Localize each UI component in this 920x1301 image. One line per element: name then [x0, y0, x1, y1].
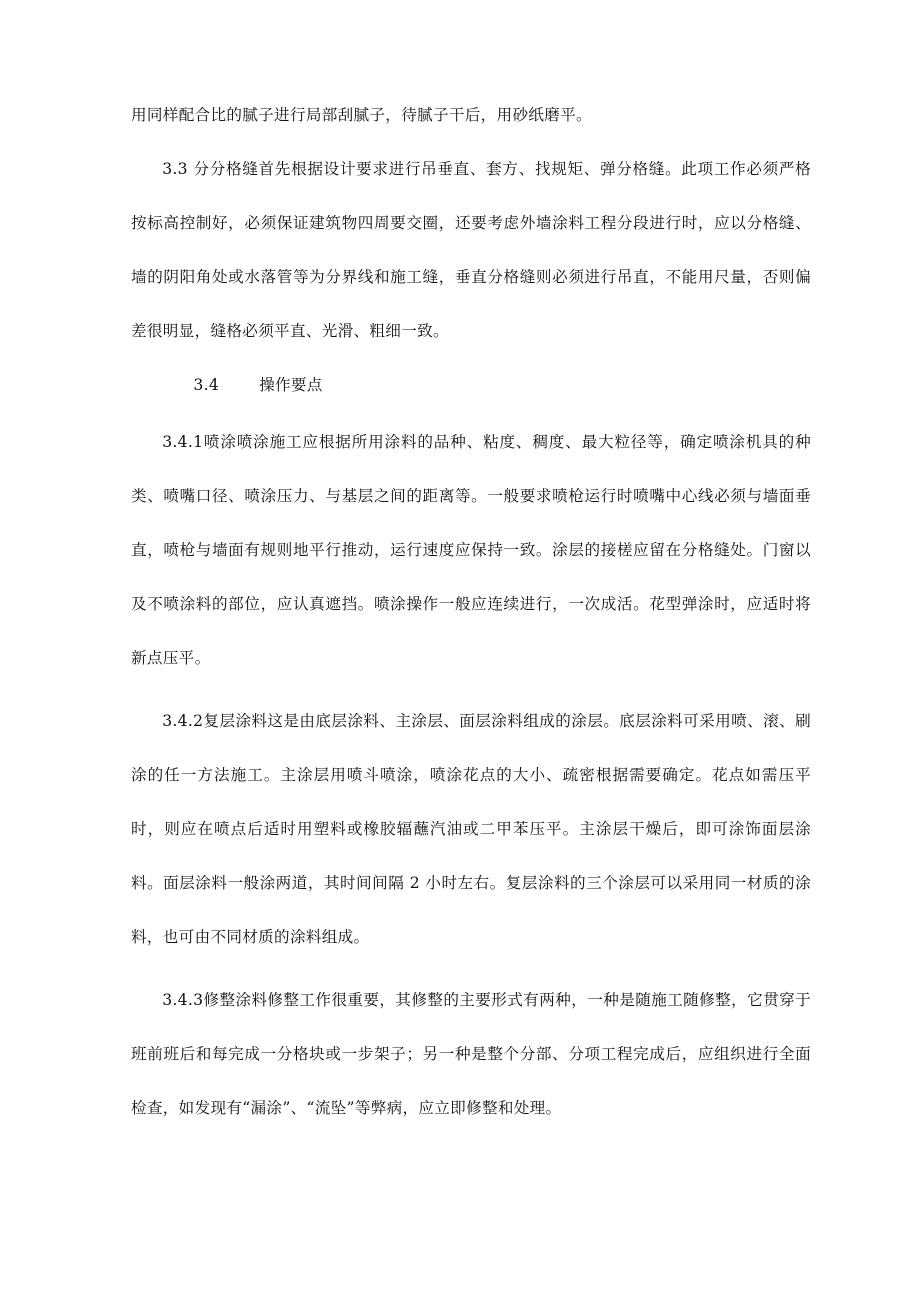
- paragraph-3-4-2-multilayer-coating: 3.4.2复层涂料这是由底层涂料、主涂层、面层涂料组成的涂层。底层涂料可采用喷、滚、刷涂的任一方法施工。主涂层用喷斗喷涂，喷涂花点的大小、疏密根据需要确定。花点如需压平时，则应在喷点后适时用塑料或橡胶辐蘸汽油或二甲苯压平。主涂层干燥后，即可涂饰面层涂料。面层涂料一般涂两道，其时间间隔 2 小时左右。复层涂料的三个涂层可以采用同一材质的涂料，也可由不同材质的涂料组成。: [131, 712, 811, 946]
- section-heading-3-4: [131, 358, 811, 412]
- paragraph-3-4-1-spraying: 3.4.1喷涂喷涂施工应根据所用涂料的品种、粘度、稠度、最大粒径等，确定喷涂机具的种类、喷嘴口径、喷涂压力、与基层之间的距离等。一般要求喷枪运行时喷嘴中心线必须与墙面垂直，喷枪与墙面有规则地平行推动，运行速度应保持一致。涂层的接槎应留在分格缝处。门窗以及不喷涂料的部位，应认真遮挡。喷涂操作一般应连续进行，一次成活。花型弹涂时，应适时将新点压平。: [131, 433, 811, 667]
- paragraph-3-3-dividing-joints: 3.3 分分格缝首先根据设计要求进行吊垂直、套方、找规矩、弹分格缝。此项工作必须严格按标高控制好，必须保证建筑物四周要交圈，还要考虑外墙涂料工程分段进行时，应以分格缝、墙的阴阳角处或水落管等为分界线和施工缝，垂直分格缝则必须进行吊直，不能用尺量，否则偏差很明显，缝格必须平直、光滑、粗细一致。: [131, 160, 811, 340]
- paragraph-3-4-3-touch-up: 3.4.3修整涂料修整工作很重要，其修整的主要形式有两种，一种是随施工随修整，它贯穿于班前班后和每完成一分格块或一步架子；另一种是整个分部、分项工程完成后，应组织进行全面检查，如发现有“漏涂”、“流坠”等弊病，应立即修整和处理。: [131, 991, 811, 1117]
- paragraph-putty-sanding: 用同样配合比的腻子进行局部刮腻子，待腻子干后，用砂纸磨平。: [131, 106, 592, 124]
- section-title: 操作要点: [259, 376, 323, 394]
- section-number: 3.4: [193, 376, 220, 394]
